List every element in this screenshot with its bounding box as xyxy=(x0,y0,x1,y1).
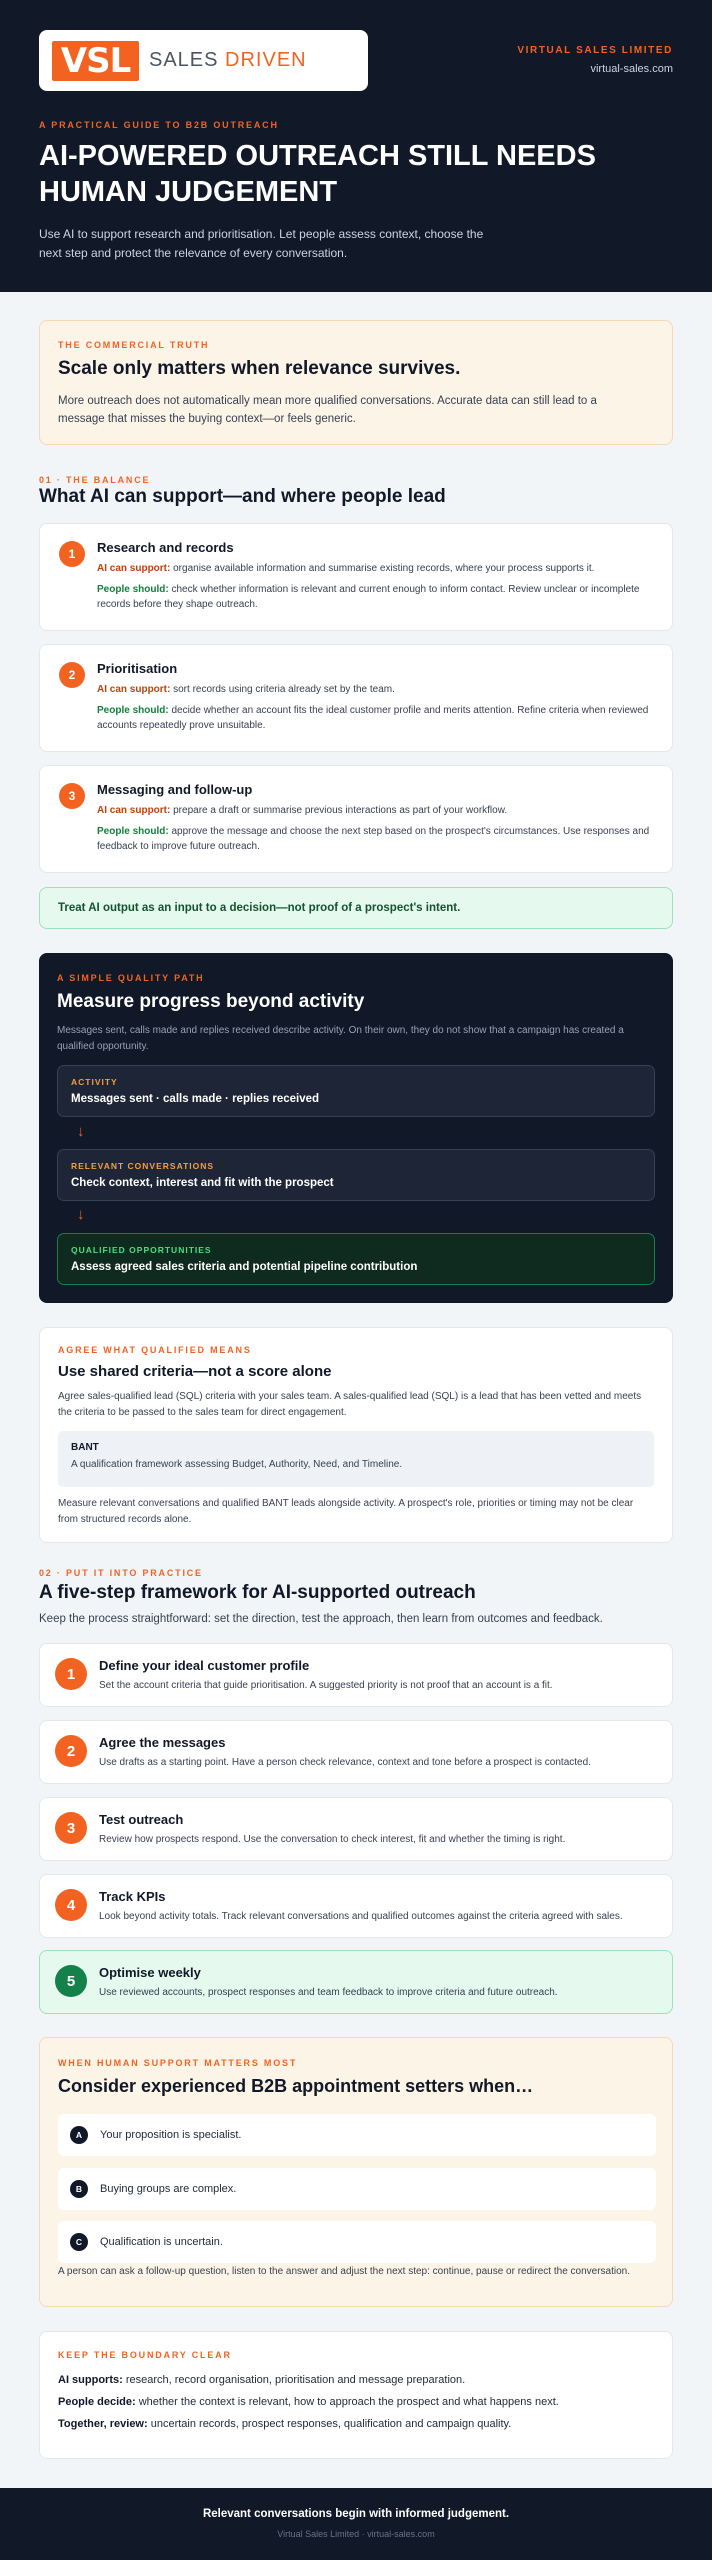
option-letter: A xyxy=(70,2126,88,2144)
option-letter: B xyxy=(70,2180,88,2198)
framework-step-text: Set the account criteria that guide prioritisation. A suggested priority is not proof that an account is a fit. xyxy=(99,1680,553,1691)
step-number-badge: 3 xyxy=(59,783,85,809)
framework-step-title: Optimise weekly xyxy=(99,1965,201,1980)
framework-step-title: Define your ideal customer profile xyxy=(99,1658,310,1673)
ai-text: sort records using criteria already set by the team. xyxy=(173,684,395,695)
step-number-badge: 2 xyxy=(55,1735,87,1767)
stage-relevant-conversations xyxy=(57,1149,655,1201)
quality-body: Messages sent, calls made and replies received describe activity. On their own, they do not show that a campaign has created a qualified opportunity. xyxy=(57,1025,624,1052)
ai-support-line xyxy=(97,561,654,576)
balance-title: What AI can support—and where people lead xyxy=(39,486,446,507)
boundary-key: People decide: xyxy=(58,2396,136,2408)
qualified-criteria-card xyxy=(39,1327,673,1543)
ai-support-line xyxy=(97,803,654,818)
hero-lead: Use AI to support research and prioritisation. Let people assess context, choose the next step and protect the relevance of every conversation. xyxy=(39,227,484,260)
people-line xyxy=(97,824,654,854)
stage-key: RELEVANT CONVERSATIONS xyxy=(71,1161,215,1171)
company-url[interactable]: virtual-sales.com xyxy=(590,63,673,75)
people-text: check whether information is relevant and current enough to inform contact. Review unclear or incomplete records before they shape outreach. xyxy=(97,584,640,610)
people-label: People should: xyxy=(97,705,169,716)
people-label: People should: xyxy=(97,584,169,595)
framework-step-text: Use reviewed accounts, prospect responses and team feedback to improve criteria and future outreach. xyxy=(99,1987,558,1998)
framework-label: 02 · PUT IT INTO PRACTICE xyxy=(39,1568,203,1578)
page-title: AI-POWERED OUTREACH STILL NEEDS HUMAN JUDGEMENT xyxy=(39,140,596,208)
option-letter: C xyxy=(70,2233,88,2251)
stage-qualified-opportunities xyxy=(57,1233,655,1285)
framework-step-title: Agree the messages xyxy=(99,1735,226,1750)
condition-item xyxy=(58,2114,656,2156)
boundary-row xyxy=(58,2374,654,2386)
truth-eyebrow: THE COMMERCIAL TRUTH xyxy=(58,340,210,350)
human-eyebrow: WHEN HUMAN SUPPORT MATTERS MOST xyxy=(58,2058,298,2068)
boundary-eyebrow: KEEP THE BOUNDARY CLEAR xyxy=(58,2350,232,2360)
stage-value: Messages sent · calls made · replies received xyxy=(71,1093,320,1105)
step-number-badge: 1 xyxy=(59,541,85,567)
criteria-foot: Measure relevant conversations and qualified BANT leads alongside activity. A prospect's role, priorities or timing may not be clear from structured records alone. xyxy=(58,1498,634,1525)
boundary-row xyxy=(58,2396,654,2408)
hero-header xyxy=(0,0,712,292)
boundary-value: research, record organisation, prioritisation and message preparation. xyxy=(125,2374,466,2386)
criteria-body: Agree sales-qualified lead (SQL) criteria with your sales team. A sales-qualified lead (SQL) is a lead that has been vetted and meets the criteria to be passed to the sales team for direct engagement. xyxy=(58,1391,642,1418)
bant-text: A qualification framework assessing Budget, Authority, Need, and Timeline. xyxy=(71,1459,403,1470)
people-text: approve the message and choose the next step based on the prospect's circumstances. Use responses and feedback to improve future outreach. xyxy=(97,826,650,852)
quality-title: Measure progress beyond activity xyxy=(57,991,365,1012)
framework-step-text: Review how prospects respond. Use the conversation to check interest, fit and whether the timing is right. xyxy=(99,1834,566,1845)
ai-text: prepare a draft or summarise previous interactions as part of your workflow. xyxy=(173,805,508,816)
logo-wordmark xyxy=(149,49,307,72)
framework-subtitle: Keep the process straightforward: set the direction, test the approach, then learn from outcomes and feedback. xyxy=(39,1613,603,1625)
boundary-key: AI supports: xyxy=(58,2374,123,2386)
boundary-key: Together, review: xyxy=(58,2418,148,2430)
stage-activity xyxy=(57,1065,655,1117)
balance-item xyxy=(39,765,673,873)
framework-step-title: Test outreach xyxy=(99,1812,184,1827)
balance-item-title: Research and records xyxy=(97,540,234,555)
criteria-title: Use shared criteria—not a score alone xyxy=(58,1363,332,1380)
logo-word-driven: DRIVEN xyxy=(225,49,307,71)
option-text: Qualification is uncertain. xyxy=(100,2236,223,2248)
balance-item-title: Prioritisation xyxy=(97,661,178,676)
boundary-value: uncertain records, prospect responses, qualification and campaign quality. xyxy=(150,2418,512,2430)
hero-eyebrow: A PRACTICAL GUIDE TO B2B OUTREACH xyxy=(39,120,279,130)
boundary-card xyxy=(39,2331,673,2459)
people-line xyxy=(97,582,654,612)
bant-definition xyxy=(58,1431,654,1487)
step-number-badge: 4 xyxy=(55,1889,87,1921)
company-name: VIRTUAL SALES LIMITED xyxy=(517,45,673,56)
ai-label: AI can support: xyxy=(97,563,171,574)
balance-item-title: Messaging and follow-up xyxy=(97,782,253,797)
logo xyxy=(39,30,368,91)
footer-tagline: Relevant conversations begin with informed judgement. xyxy=(202,2508,510,2520)
human-foot: A person can ask a follow-up question, listen to the answer and adjust the next step: continue, pause or redirect the conversation. xyxy=(58,2266,631,2277)
people-text: decide whether an account fits the ideal customer profile and merits attention. Refine criteria when reviewed accounts repeatedly prove unsuitable. xyxy=(97,705,649,731)
people-label: People should: xyxy=(97,826,169,837)
boundary-value: whether the context is relevant, how to approach the prospect and what happens next. xyxy=(138,2396,559,2408)
stage-key: ACTIVITY xyxy=(71,1077,118,1087)
people-line xyxy=(97,703,654,733)
truth-title: Scale only matters when relevance survives. xyxy=(58,358,461,379)
arrow-down-icon: ↓ xyxy=(77,1206,85,1223)
framework-step xyxy=(39,1874,673,1938)
criteria-eyebrow: AGREE WHAT QUALIFIED MEANS xyxy=(58,1345,252,1355)
ai-support-line xyxy=(97,682,654,697)
human-support-card xyxy=(39,2037,673,2307)
step-number-badge: 2 xyxy=(59,662,85,688)
balance-label: 01 · THE BALANCE xyxy=(39,475,151,485)
balance-item xyxy=(39,644,673,752)
commercial-truth-card xyxy=(39,320,673,445)
human-title: Consider experienced B2B appointment setters when… xyxy=(58,2076,534,2096)
step-number-badge: 5 xyxy=(55,1965,87,1997)
stage-value: Check context, interest and fit with the prospect xyxy=(71,1177,334,1189)
ai-text: organise available information and summarise existing records, where your process supports it. xyxy=(173,563,595,574)
framework-step xyxy=(39,1950,673,2014)
boundary-row xyxy=(58,2418,654,2430)
framework-step-text: Look beyond activity totals. Track relevant conversations and qualified outcomes against the criteria agreed with sales. xyxy=(99,1911,623,1922)
stage-value: Assess agreed sales criteria and potential pipeline contribution xyxy=(71,1261,418,1273)
step-number-badge: 1 xyxy=(55,1658,87,1690)
option-text: Buying groups are complex. xyxy=(100,2183,237,2195)
framework-title: A five-step framework for AI-supported outreach xyxy=(39,1582,476,1603)
step-number-badge: 3 xyxy=(55,1812,87,1844)
quality-path-panel xyxy=(39,953,673,1303)
quality-eyebrow: A SIMPLE QUALITY PATH xyxy=(57,973,205,983)
truth-body: More outreach does not automatically mean more qualified conversations. Accurate data can still lead to a message that misses the buying context—or feels generic. xyxy=(58,395,597,425)
company-info xyxy=(517,45,673,75)
footer-small: Virtual Sales Limited · virtual-sales.com xyxy=(277,2529,435,2539)
ai-label: AI can support: xyxy=(97,684,171,695)
logo-word-sales: SALES xyxy=(149,49,219,71)
option-text: Your proposition is specialist. xyxy=(100,2129,242,2141)
framework-step xyxy=(39,1797,673,1861)
framework-step-text: Use drafts as a starting point. Have a person check relevance, context and tone before a prospect is contacted. xyxy=(99,1757,591,1768)
condition-item xyxy=(58,2221,656,2263)
framework-step-title: Track KPIs xyxy=(99,1889,166,1904)
arrow-down-icon: ↓ xyxy=(77,1123,85,1140)
ai-output-note: Treat AI output as an input to a decision—not proof of a prospect's intent. xyxy=(39,887,673,929)
logo-mark: VSL xyxy=(52,41,139,81)
condition-item xyxy=(58,2168,656,2210)
stage-key: QUALIFIED OPPORTUNITIES xyxy=(71,1245,212,1255)
bant-term: BANT xyxy=(71,1442,99,1453)
ai-label: AI can support: xyxy=(97,805,171,816)
framework-step xyxy=(39,1643,673,1707)
page-footer xyxy=(0,2488,712,2560)
framework-step xyxy=(39,1720,673,1784)
balance-item xyxy=(39,523,673,631)
